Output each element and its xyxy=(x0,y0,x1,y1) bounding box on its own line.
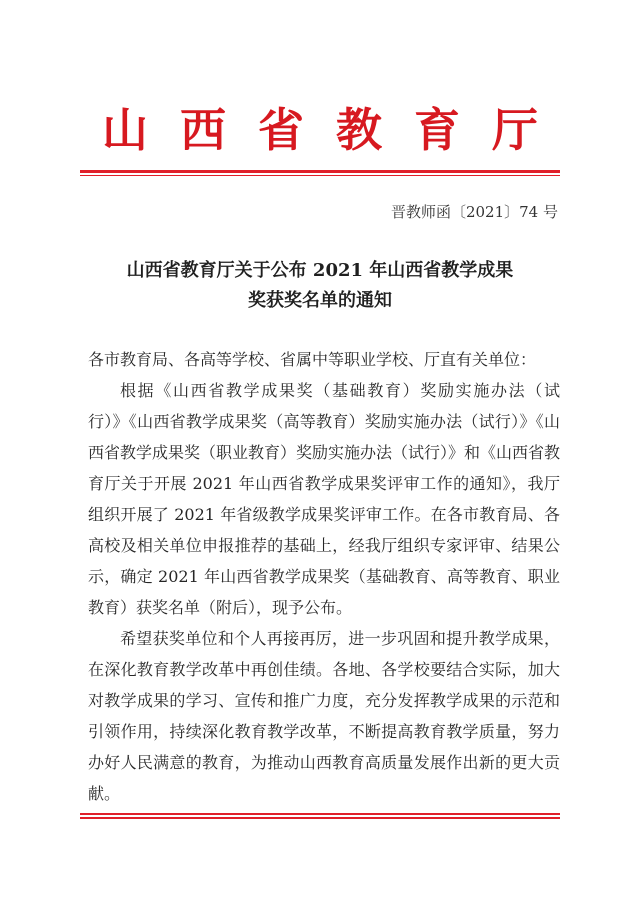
document-headline xyxy=(80,256,560,316)
red-rule-thick xyxy=(80,170,560,173)
red-footer-rule-upper xyxy=(80,813,560,815)
body-paragraph-1: 根据《山西省教学成果奖（基础教育）奖励实施办法（试行）》《山西省教学成果奖（高等教育）奖励实施办法（试行）》《山西省教学成果奖（职业教育）奖励实施办法（试行）》和《山西省教育厅关于开展 2021 年山西省教学成果奖评审工作的通知》，我厅组织开展了 2021 年省级教学成果奖评审工作。在各市教育局、各高校及相关单位申报推荐的基础上，经我厅组织专家评审、结果公示，确定 2021 年山西省教学成果奖（基础教育、高等教育、职业教育）获奖名单（附后），现予公布。 xyxy=(88,381,561,617)
headline-line-2: 奖获奖名单的通知 xyxy=(248,290,392,311)
red-footer-rule-lower xyxy=(80,817,560,819)
red-header-rule xyxy=(80,170,560,176)
body-paragraph-2: 希望获奖单位和个人再接再厉，进一步巩固和提升教学成果，在深化教育教学改革中再创佳绩。各地、各学校要结合实际，加大对教学成果的学习、宣传和推广力度，充分发挥教学成果的示范和引领作用，持续深化教育教学改革，不断提高教育教学质量，努力办好人民满意的教育，为推动山西教育高质量发展作出新的更大贡献。 xyxy=(88,629,560,803)
document-number: 晋教师函〔2021〕74 号 xyxy=(390,203,558,221)
red-footer-rule xyxy=(80,813,560,819)
document-body xyxy=(88,344,560,809)
salutation: 各市教育局、各高等学校、省属中等职业学校、厅直有关单位： xyxy=(88,350,537,369)
issuing-authority-title: 山西省教育厅 xyxy=(102,103,570,157)
headline-line-1: 山西省教育厅关于公布 2021 年山西省教学成果 xyxy=(126,260,514,281)
red-rule-thin xyxy=(80,175,560,176)
